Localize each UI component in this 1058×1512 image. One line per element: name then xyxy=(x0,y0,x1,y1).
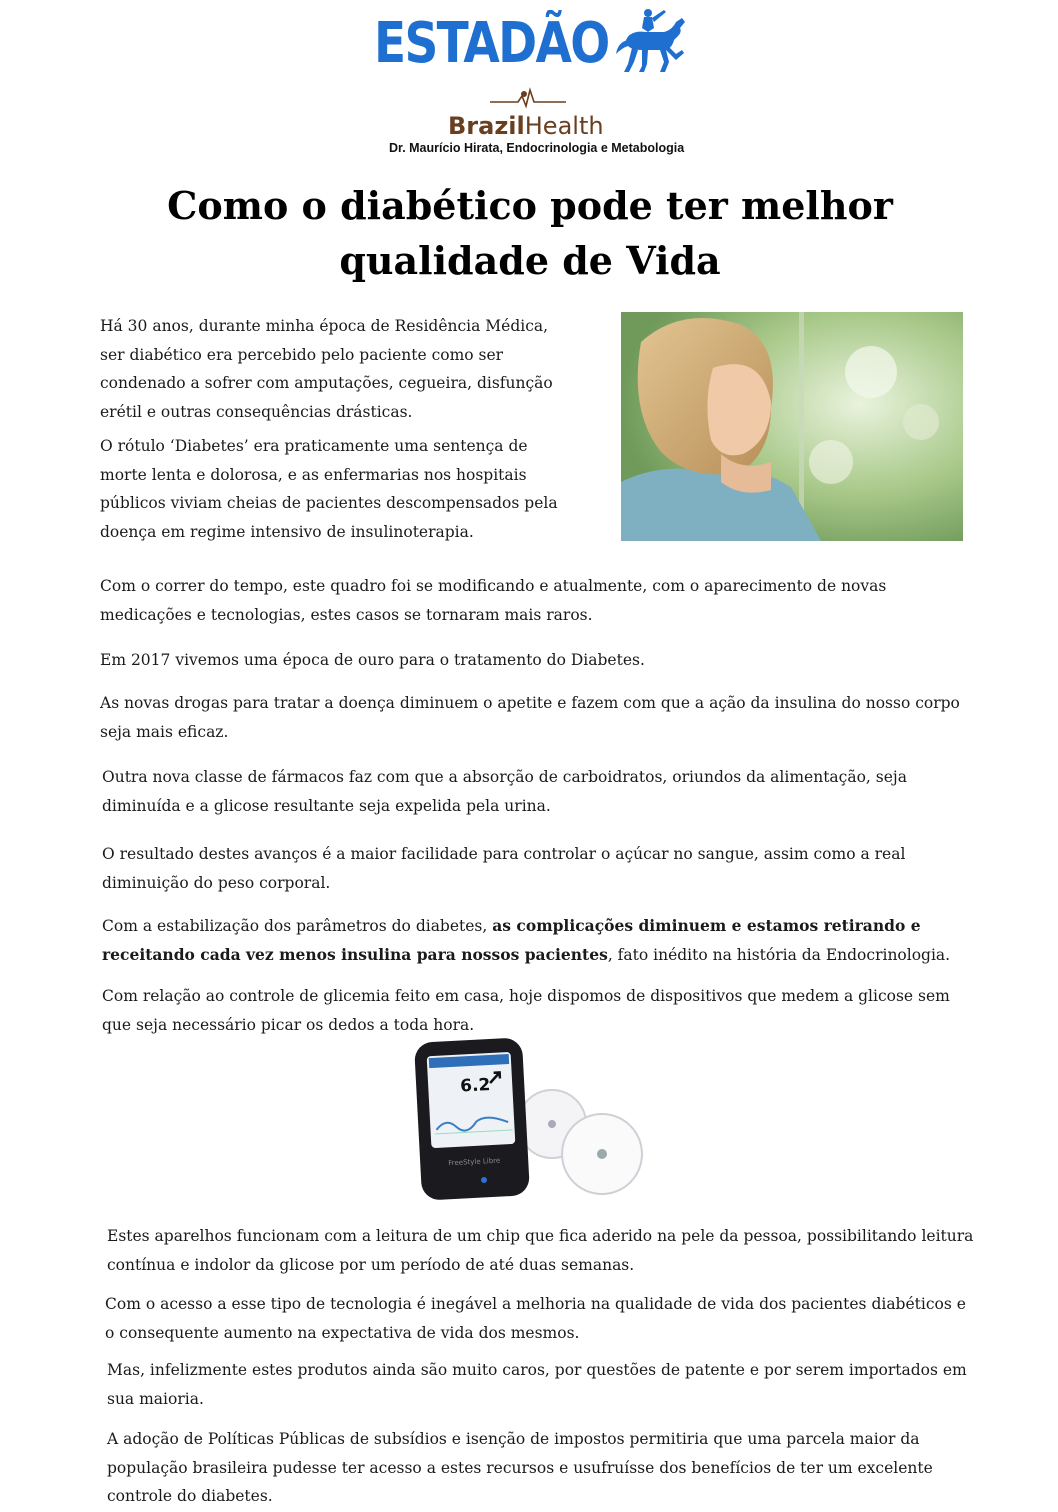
author-byline: Dr. Maurício Hirata, Endocrinologia e Metabologia xyxy=(389,141,685,155)
paragraph-1: Há 30 anos, durante minha época de Residência Médica, ser diabético era percebido pelo paciente como ser condenado a sofrer com amputações, cegueira, disfunção erétil e outras consequências drásticas. xyxy=(100,317,553,421)
paragraph-4: Em 2017 vivemos uma época de ouro para o tratamento do Diabetes. xyxy=(100,651,645,669)
article-title: Como o diabético pode ter melhor qualidade de Vida xyxy=(167,183,893,283)
masthead xyxy=(0,0,1058,160)
paragraph-3: Com o correr do tempo, este quadro foi se modificando e atualmente, com o aparecimento de novas medicações e tecnologias, estes casos se tornaram mais raros. xyxy=(100,577,887,624)
paragraph-9: Com relação ao controle de glicemia feito em casa, hoje dispomos de dispositivos que medem a glicose sem que seja necessário picar os dedos a toda hora. xyxy=(102,987,950,1034)
glucose-monitor-photo xyxy=(412,1036,652,1208)
paragraph-12: Mas, infelizmente estes produtos ainda são muito caros, por questões de patente e por serem importados em sua maioria. xyxy=(107,1361,967,1408)
device-reading: 6.2 xyxy=(459,1075,491,1097)
paragraph-7: O resultado destes avanços é a maior facilidade para controlar o açúcar no sangue, assim como a real diminuição do peso corporal. xyxy=(102,845,906,892)
brazilhealth-wordmark: BrazilHealth xyxy=(448,112,604,140)
brazilhealth-heartbeat-icon xyxy=(488,86,568,110)
paragraph-10: Estes aparelhos funcionam com a leitura de um chip que fica aderido na pele da pessoa, possibilitando leitura contínua e indolor da glicose por um período de até duas semanas. xyxy=(107,1227,974,1274)
device-brand-label: FreeStyle Libre xyxy=(448,1156,501,1168)
paragraph-6: Outra nova classe de fármacos faz com que a absorção de carboidratos, oriundos da alimentação, seja diminuída e a glicose resultante seja expelida pela urina. xyxy=(102,768,907,815)
horse-rider-logo-icon xyxy=(612,6,688,74)
paragraph-5: As novas drogas para tratar a doença diminuem o apetite e fazem com que a ação da insulina do nosso corpo seja mais eficaz. xyxy=(100,694,960,741)
estadao-logo[interactable]: ESTADÃO xyxy=(374,11,609,76)
woman-at-window-photo xyxy=(621,312,963,541)
highlight-text: as complicações diminuem e estamos retirando e receitando cada vez menos insulina para nossos pacientes xyxy=(102,916,921,964)
paragraph-8: Com a estabilização dos parâmetros do diabetes, as complicações diminuem e estamos retirando e receitando cada vez menos insulina para nossos pacientes, fato inédito na história da Endocrinologia. xyxy=(102,916,951,964)
paragraph-11: Com o acesso a esse tipo de tecnologia é inegável a melhoria na qualidade de vida dos pacientes diabéticos e o consequente aumento na expectativa de vida dos mesmos. xyxy=(105,1295,966,1342)
paragraph-13: A adoção de Políticas Públicas de subsídios e isenção de impostos permitiria que uma parcela maior da população brasileira pudesse ter acesso a estes recursos e usufruísse dos benefícios de ter um excelente controle do diabetes. xyxy=(107,1430,933,1505)
paragraph-2: O rótulo ‘Diabetes’ era praticamente uma sentença de morte lenta e dolorosa, e as enfermarias nos hospitais públicos viviam cheias de pacientes descompensados pela doença em regime intensivo de insulinoterapia. xyxy=(100,437,558,541)
